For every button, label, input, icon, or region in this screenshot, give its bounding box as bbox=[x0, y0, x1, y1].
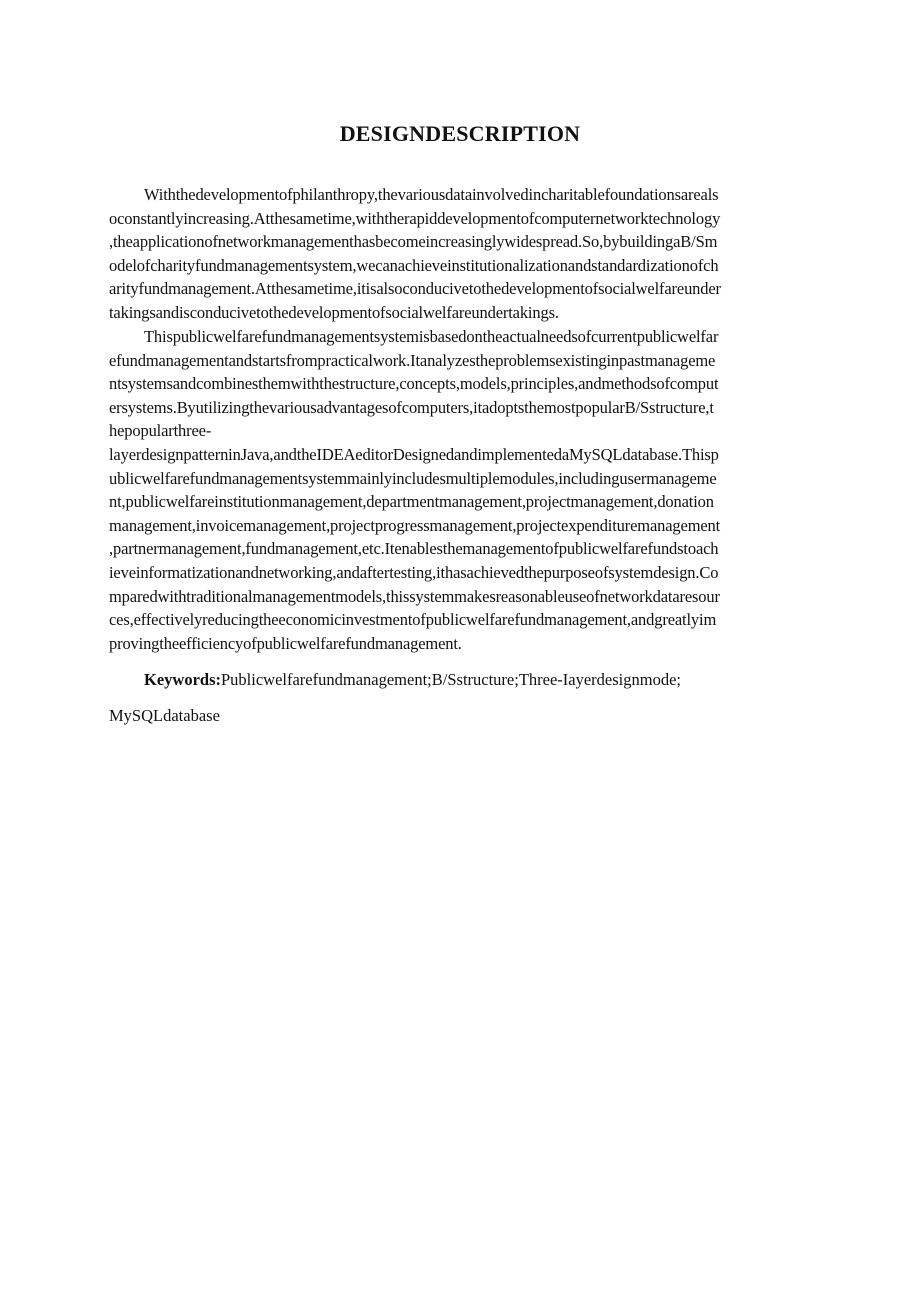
paragraph-line: ces,effectivelyreducingtheeconomicinvestmentofpublicwelfarefundmanagement,andgreatlyim bbox=[109, 610, 717, 630]
page-title: DESIGNDESCRIPTION bbox=[339, 121, 581, 146]
keywords-continuation: MySQLdatabase bbox=[109, 706, 220, 725]
paragraph-line: ublicwelfarefundmanagementsystemmainlyincludesmultiplemodules,includingusermanageme bbox=[109, 468, 717, 488]
paragraph-line: provingtheefficiencyofpublicwelfarefundmanagement. bbox=[109, 633, 462, 653]
paragraph-line: ntsystemsandcombinesthemwiththestructure,concepts,models,principles,andmethodsofcomput bbox=[109, 374, 719, 394]
keywords-text: Publicwelfarefundmanagement;B/Sstructure;Three-Iayerdesignmode; bbox=[221, 670, 682, 689]
paragraph-line: nt,publicwelfareinstitutionmanagement,departmentmanagement,projectmanagement,donation bbox=[109, 492, 714, 512]
keywords-line bbox=[144, 668, 812, 692]
paragraph-line: layerdesignpatterninJava,andtheIDEAeditorDesignedandimplementedaMySQLdatabase.Thisp bbox=[109, 444, 719, 464]
paragraph-line: arityfundmanagement.Atthesametime,itisalsoconducivetothedevelopmentofsocialwelfareunder bbox=[109, 279, 721, 299]
abstract-paragraph-2 bbox=[109, 325, 811, 655]
paragraph-line: efundmanagementandstartsfrompracticalwork.Itanalyzestheproblemsexistinginpastmanageme bbox=[109, 350, 716, 370]
keywords-label: Keywords: bbox=[144, 670, 221, 689]
paragraph-line: management,invoicemanagement,projectprogressmanagement,projectexpendituremanagement bbox=[109, 515, 721, 535]
paragraph-line: oconstantlyincreasing.Atthesametime,withtherapiddevelopmentofcomputernetworktechnology bbox=[109, 208, 721, 228]
paragraph-line: Thispublicwelfarefundmanagementsystemisbasedontheactualneedsofcurrentpublicwelfar bbox=[144, 327, 719, 346]
paragraph-line: ,theapplicationofnetworkmanagementhasbecomeincreasinglywidespread.So,bybuildingaB/Sm bbox=[109, 232, 718, 252]
paragraph-line: mparedwithtraditionalmanagementmodels,thissystemmakesreasonableuseofnetworkdataresour bbox=[109, 586, 720, 606]
paragraph-line: odelofcharityfundmanagementsystem,wecanachieveinstitutionalizationandstandardizationofch bbox=[109, 255, 719, 275]
paragraph-line: ersystems.Byutilizingthevariousadvantagesofcomputers,itadoptsthemostpopularB/Sstructure,t bbox=[109, 397, 714, 417]
abstract-paragraph-1 bbox=[109, 183, 811, 325]
paragraph-line: ieveinformatizationandnetworking,andaftertesting,ithasachievedthepurposeofsystemdesign.Co bbox=[109, 562, 719, 582]
paragraph-line: hepopularthree- bbox=[109, 421, 212, 441]
paragraph-line: ,partnermanagement,fundmanagement,etc.Itenablesthemanagementofpublicwelfarefundstoach bbox=[109, 539, 719, 559]
paragraph-line: takingsandisconducivetothedevelopmentofsocialwelfareundertakings. bbox=[109, 302, 559, 322]
paragraph-line: Withthedevelopmentofphilanthropy,thevariousdatainvolvedincharitablefoundationsareals bbox=[144, 185, 719, 204]
